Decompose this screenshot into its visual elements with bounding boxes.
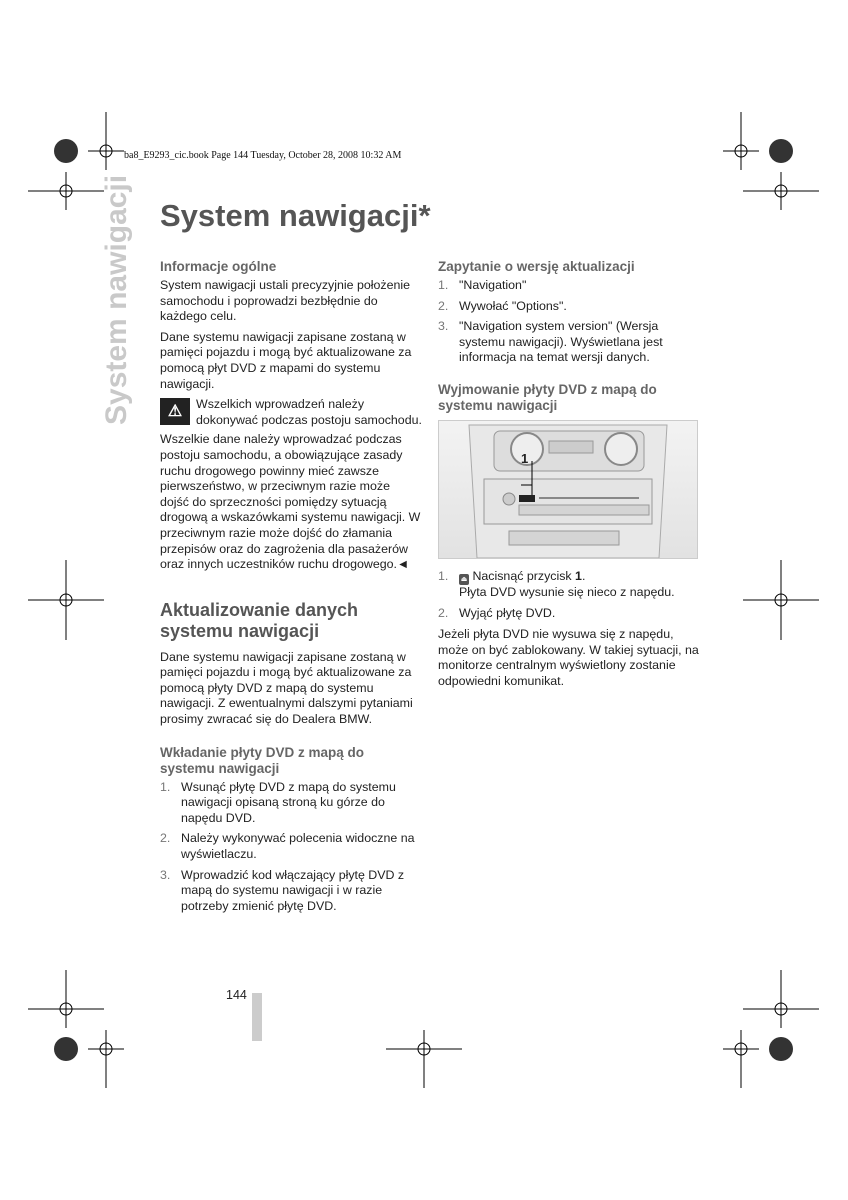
list-item [438, 319, 700, 366]
crosshair-icon [723, 1030, 759, 1088]
step-number: 2. [438, 298, 449, 313]
step-text: Wywołać "Options". [459, 298, 567, 313]
callout-label: 1 [521, 450, 529, 466]
step-number: 1. [160, 779, 171, 794]
step-text: Należy wykonywać polecenia widoczne na wyświetlaczu. [181, 831, 415, 862]
steps-list [438, 569, 700, 621]
crosshair-icon [28, 560, 104, 640]
paragraph: Wszelkie dane należy wprowadzać podczas postoju samochodu, a obowiązujące zasady ruchu drogowego powinny mieć zawsze pierwszeństwo, w przeciwnym razie może dojść do sprzeczności pomiędzy sytuacją drogową a wskazówkami systemu nawigacji. W przeciwnym razie może dojść do złamania przepisów oraz do zagrożenia dla pasażerów oraz innych uczestników ruchu drogowego.◄ [160, 432, 421, 572]
section-heading: Informacje ogólne [160, 259, 277, 274]
right-column [438, 259, 700, 695]
dashboard-illustration [439, 421, 697, 558]
step-number: 1. [438, 568, 449, 583]
crosshair-icon [723, 112, 759, 170]
step-number: 3. [160, 867, 171, 882]
section-heading: Wyjmowanie płyty DVD z mapą do systemu nawigacji [438, 381, 657, 413]
warning-note [160, 397, 422, 428]
step-number: 2. [160, 831, 171, 846]
paragraph: Jeżeli płyta DVD nie wysuwa się z napędu, może on być zablokowany. W takiej sytuacji, na monitorze centralnym wyświetlony zostanie odpowiedni komunikat. [438, 627, 699, 688]
steps-list [438, 278, 700, 366]
steps-list [160, 780, 422, 915]
list-item: 1. ⏏ Nacisnąć przycisk 1. Płyta DVD wysunie się nieco z napędu. [438, 568, 675, 599]
step-number: 1. [438, 278, 449, 292]
left-column [160, 259, 422, 920]
paragraph: System nawigacji ustali precyzyjnie położenie samochodu i poprowadzi bezbłędnie do każdego celu. [160, 278, 410, 324]
step-text: Wsunąć płytę DVD z mapą do systemu nawigacji opisaną stroną ku górze do napędu DVD. [181, 779, 396, 825]
dvd-drive-photo [438, 420, 698, 559]
list-item [160, 868, 422, 915]
step-number: 2. [438, 605, 449, 620]
list-item [438, 606, 700, 622]
crosshair-icon [88, 112, 124, 170]
list-item [438, 299, 700, 315]
print-header: ba8_E9293_cic.book Page 144 Tuesday, October 28, 2008 10:32 AM [124, 150, 402, 161]
button-reference: 1 [575, 568, 582, 583]
crosshair-icon [743, 970, 819, 1028]
warning-icon: ⚠ [160, 398, 190, 425]
crosshair-icon [743, 172, 819, 210]
warning-text: Wszelkich wprowadzeń należy dokonywać podczas postoju samochodu. [196, 397, 422, 427]
crosshair-icon [743, 560, 819, 640]
eject-button-icon: ⏏ [460, 575, 468, 583]
step-number: 3. [438, 319, 449, 334]
paragraph: Dane systemu nawigacji zapisane zostaną w pamięci pojazdu i mogą być aktualizowane za pomocą płyt DVD z mapami do systemu nawigacji. [160, 329, 412, 391]
section-heading: Zapytanie o wersję aktualizacji [438, 259, 635, 274]
paragraph: Dane systemu nawigacji zapisane zostaną w pamięci pojazdu i mogą być aktualizowane za pomocą płyty DVD z mapą do systemu nawigacji. Z ewentualnymi dalszymi pytaniami prosimy zwracać się do Dealera BMW. [160, 649, 413, 727]
list-item [160, 780, 422, 827]
step-text: "Navigation" [459, 278, 527, 292]
step-text: "Navigation system version" (Wersja systemu nawigacji). Wyświetlana jest informacja na temat wersji danych. [459, 319, 663, 365]
crosshair-icon [28, 970, 104, 1028]
side-tab: System nawigacji [100, 174, 133, 425]
step-text: Wyjąć płytę DVD. [459, 605, 556, 620]
section-heading: Wkładanie płyty DVD z mapą do systemu nawigacji [160, 744, 365, 776]
page-marker-bar [252, 993, 262, 1041]
registration-circle-icon [54, 1037, 78, 1061]
page-title: System nawigacji* [160, 198, 431, 233]
list-item [438, 278, 700, 294]
registration-circle-icon [54, 139, 78, 163]
registration-circle-icon [769, 1037, 793, 1061]
page-number: 144 [226, 988, 247, 1002]
crosshair-icon [28, 172, 104, 210]
list-item [160, 831, 422, 862]
step-text: Nacisnąć przycisk [472, 568, 576, 583]
section-heading: Aktualizowanie danych systemu nawigacji [160, 599, 359, 641]
crosshair-icon [88, 1030, 124, 1088]
step-text: Wprowadzić kod włączający płytę DVD z mapą do systemu nawigacji i w razie potrzeby zmienić płytę DVD. [181, 867, 405, 913]
step-text: Płyta DVD wysunie się nieco z napędu. [459, 584, 675, 599]
crosshair-icon [386, 1030, 462, 1088]
registration-circle-icon [769, 139, 793, 163]
